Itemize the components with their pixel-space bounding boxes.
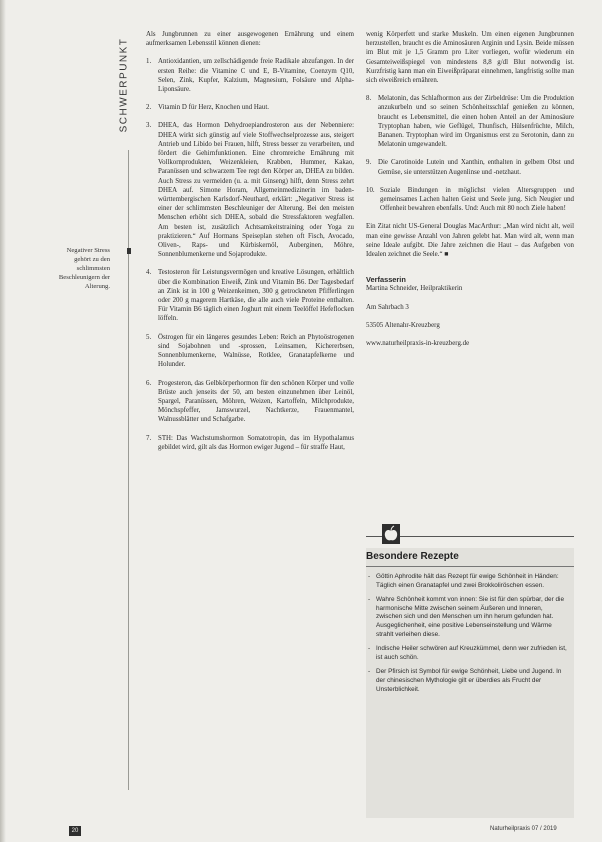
list-item: 10. Soziale Bindungen in möglichst vielen Altersgruppen und gemeinsames Lachen halten Geist und Seele jung. Sich Neugier und Offenheit bewahren ebenfalls. Und: Auch mit 80 noch Ziele haben! (366, 186, 574, 213)
author-website[interactable]: www.naturheilpraxis-in-kreuzberg.de (366, 340, 470, 348)
list-item: 6. Progesteron, das Gelbkörperhormon für den schönen Körper und volle Brüste auch jenseits der 50, am besten einzunehmen über Leinöl, Spargel, Paranüssen, Möhren, Weizen, Kartoffeln, Milchprodukte, Mönchspfeffer, Jamswurzel, Nachtkerze, Frauenmantel, Walnussblätter und Schafgarbe. (146, 379, 354, 424)
page-number: 20 (69, 826, 81, 836)
recipe-item: - Wahre Schönheit kommt von innen: Sie ist für den spürbar, der die harmonische Mitte zwischen seinem Äußeren und Inneren, zwischen sich und den Menschen um ihn herum gefunden hat. Ausgeglichenheit, eine positive Lebenseinstellung und Wärme strahlt verleihen diese. (366, 596, 570, 639)
list-item: 7. STH: Das Wachstumshormon Somatotropin, das im Hypothalamus gebildet wird, gilt als das Hormon ewiger Jugend – für straffe Haut, (146, 434, 354, 451)
recipes-list (366, 573, 574, 694)
list-item: 9. Die Carotinoide Lutein und Xanthin, enthalten in gelbem Obst und Gemüse, sie unterstützen Augenlinse und -netzhaut. (366, 159, 574, 176)
sidenote: Negativer Stress gehört zu den schlimmsten Beschleunigern der Alterung. (58, 247, 110, 290)
column-right (366, 30, 574, 357)
author-street: Am Sahrbach 3 (366, 303, 409, 311)
footer-source: Naturheilpraxis 07 / 2019 (490, 826, 557, 832)
scan-edge (0, 0, 6, 842)
continued-text: wenig Körperfett und starke Muskeln. Um einen eigenen Jungbrunnen herzustellen, braucht es die Aminosäuren Arginin und Lysin. Beide müssen im Blut mit je 1,5 Gramm pro Liter vorliegen, wofür wiederum ein Gesamteiweißspiegel von mindestens 8,8 g/dl Blut notwendig ist. Kurzfristig kann man ein Eiweißpräparat einnehmen, langfristig sollte man sich eiweißreich ernähren. (366, 31, 574, 85)
author-heading: Verfasserin (366, 275, 406, 285)
recipe-item: - Göttin Aphrodite hält das Rezept für ewige Schönheit in Händen: Täglich einen Granatapfel und zwei Brokkoliröschen essen. (366, 573, 570, 590)
author-name: Martina Schneider, Heilpraktikerin (366, 285, 463, 293)
apple-icon (382, 524, 400, 544)
list-item: 8. Melatonin, das Schlafhormon aus der Zirbeldrüse: Um die Produktion anzukurbeln und so seinen Schönheitsschlaf genießen zu können, braucht es Lebensmittel, die einen hohen Anteil an der Aminosäure Tryptophan haben, wie Geflügel, Thunfisch, Hülsenfrüchte, Milch, Bananen. Tryptophan wird im Organismus erst zu Serotonin, dann zu Melatonin umgewandelt. (366, 95, 574, 149)
author-city: 53505 Altenahr-Kreuzberg (366, 321, 440, 329)
list-item: 4. Testosteron für Leistungsvermögen und kreative Lösungen, erhältlich über die Kombination Eiweiß, Zink und Vitamin B6. Der Tagesbedarf an Zink ist in 100 g Weizenkeimen, 300 g getrockneten Pfifferlingen oder 200 g magerem Hartkäse, die alle auch viele Proteine enthalten. Für Vitamin B6 täglich einen Joghurt mit einem Teelöffel Hefeflocken löffeln. (146, 269, 354, 323)
intro-text: Als Jungbrunnen zu einer ausgewogenen Ernährung und einem aufmerksamen Lebensstil können dienen: (146, 31, 354, 48)
box-title-rule (366, 566, 574, 567)
recipes-box (366, 548, 574, 818)
list-item: 1. Antioxidantien, um zellschädigende freie Radikale abzufangen. In der ersten Reihe: die Vitamine C und E, B-Vitamine, Coenzym Q10, Selen, Zink, Kupfer, Kalzium, Magnesium, Folsäure und Alpha-Liponsäure. (146, 58, 354, 94)
sidenote-marker (127, 248, 131, 254)
vertical-rule (128, 150, 129, 790)
recipe-item: - Indische Heiler schwören auf Kreuzkümmel, denn wer zufrieden ist, ist auch schön. (366, 645, 570, 662)
list-item: 5. Östrogen für ein längeres gesundes Leben: Reich an Phytoöstrogenen sind Sojabohnen und -sprossen, Leinsamen, Kichererbsen, Sonnenblumenkerne, Walnüsse, Rotklee, Granatapfelkerne und Holunder. (146, 333, 354, 369)
box-title: Besondere Rezepte (366, 551, 459, 562)
list-item: 2. Vitamin D für Herz, Knochen und Haut. (146, 104, 269, 112)
column-left (146, 30, 354, 461)
quote: Ein Zitat nicht US-General Douglas MacArthur: „Man wird nicht alt, weil man eine gewisse Anzahl von Jahren gelebt hat. Man wird alt, wenn man seine Ideale aufgibt. Die Jahre zeichnen die Haut – das Aufgeben von Idealen zeichnet die Seele.“ ■ (366, 223, 574, 259)
recipe-item: - Der Pfirsich ist Symbol für ewige Schönheit, Liebe und Jugend. In der chinesischen Mythologie gilt er überdies als Frucht der Unsterblichkeit. (366, 668, 570, 694)
section-label: SCHWERPUNKT (118, 37, 130, 133)
list-item: 3. DHEA, das Hormon Dehydroepiandrosteron aus der Nebenniere: DHEA wirkt sich günstig auf viele Stoffwechselprozesse aus, steigert Antrieb und Libido bei Frauen, hilft, Stress besser zu verarbeiten, und fördert die Gehirnfunktionen. Eine chromreiche Ernährung mit Vollkornprodukten, Weizenkleien, Krabben, Hummer, Kakao, Paranüssen und schwarzem Tee regt den Körper an, DHEA zu bilden. Auch Stress zu vermeiden (u. a. mit Ginseng) hilft, denn Stress zehrt DHEA auf. Simone Horam, Allgemeinmedizinerin im baden-württembergischen Karlsdorf-Neuthard, erklärt: „Negativer Stress ist einer der schlimmsten Beschleuniger der Alterung. Bei den meisten Menschen erhöht sich DHEA, sobald die Stressfaktoren wegfallen. Am besten ist, zusätzlich Achtsamkeitstraining oder Yoga zu praktizieren.“ Auf Hormans Speiseplan stehen oft Fisch, Avocado, Oliven-, Raps- und Kürbiskernöl, Auberginen, Möhre, Sonnenblumenkerne und Sojaprodukte. (146, 122, 354, 259)
